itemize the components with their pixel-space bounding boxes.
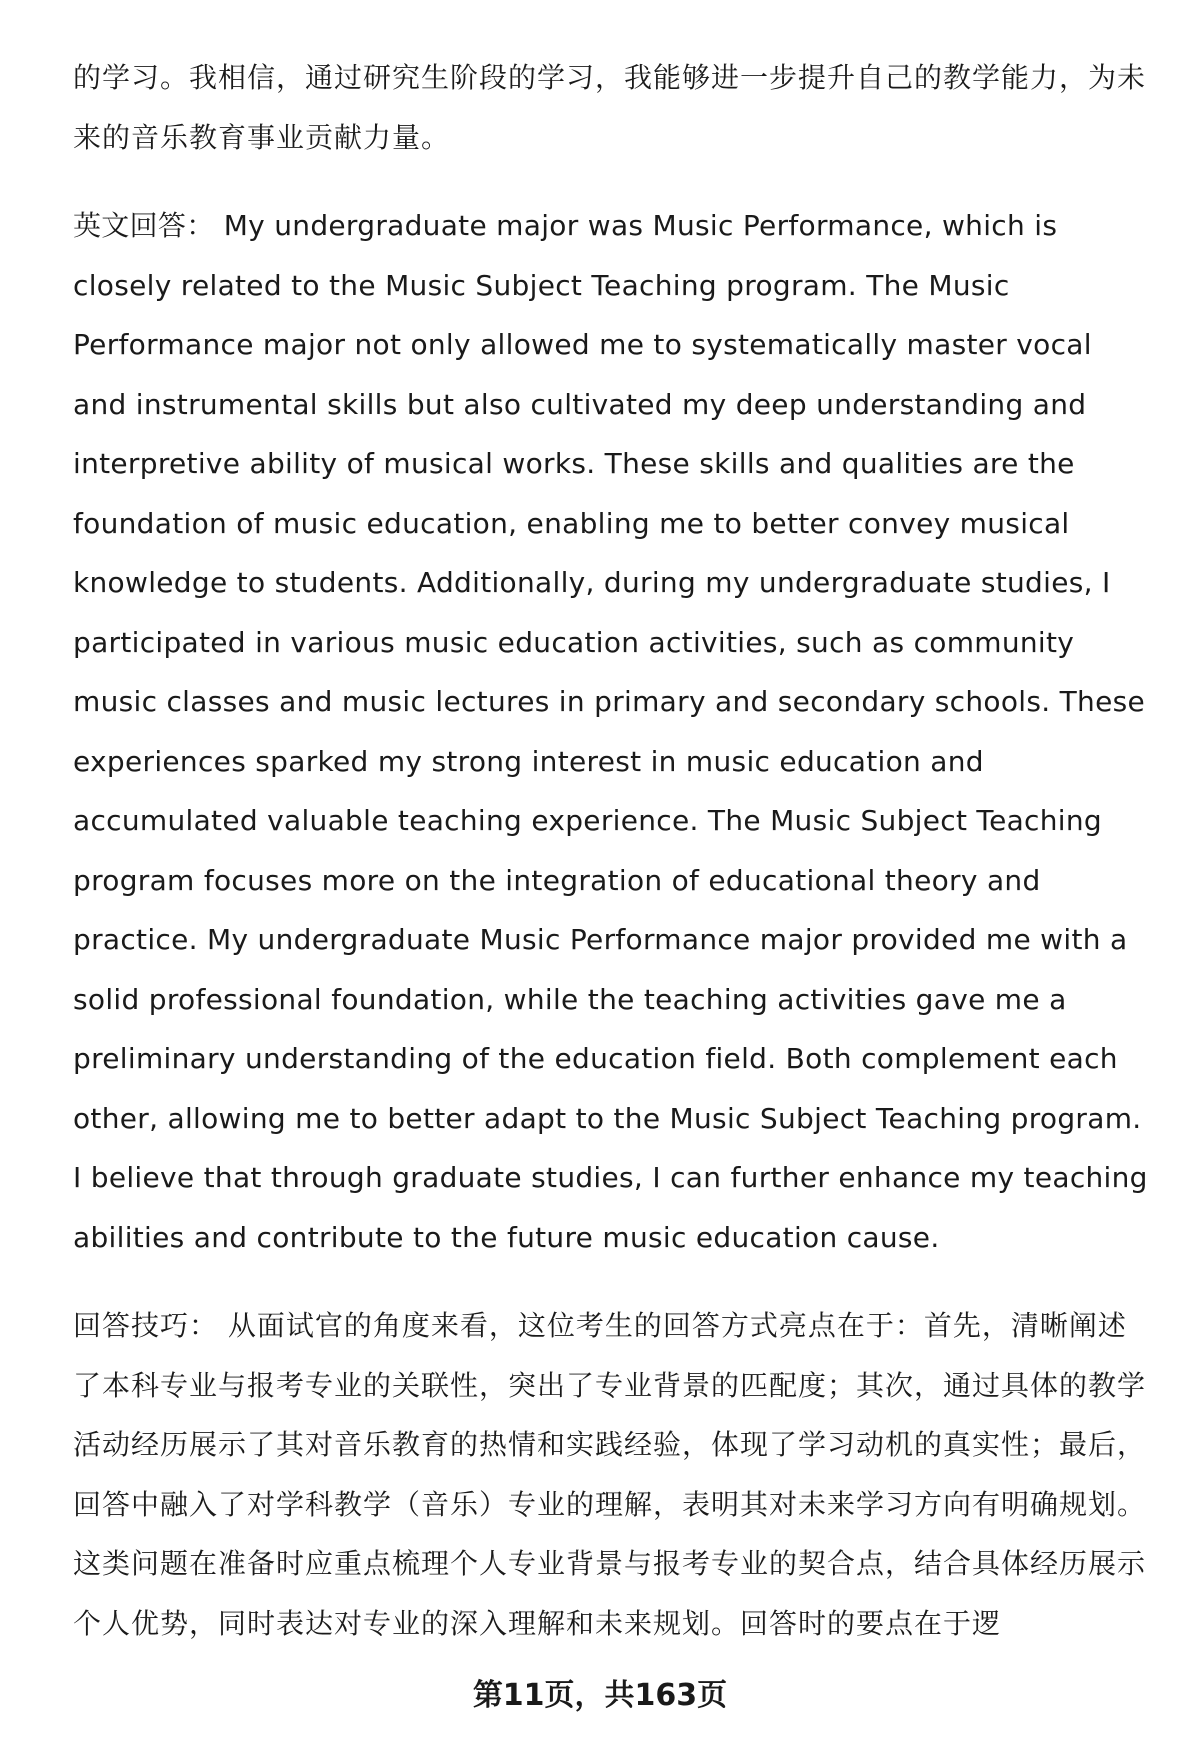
english-answer-paragraph [73, 196, 1148, 1267]
answer-tips-label: 回答技巧： [73, 1309, 219, 1342]
answer-tips-paragraph [73, 1296, 1148, 1653]
english-answer-label: 英文回答： [73, 209, 215, 242]
english-answer-text: My undergraduate major was Music Performance, which is closely related to the Music Subject Teaching program. The Music Performance major not only allowed me to systematically master vocal and instrumental skills but also cultivated my deep understanding and interpretive ability of musical works. These skills and qualities are the foundation of music education, enabling me to better convey musical knowledge to students. Additionally, during my undergraduate studies, I participated in various music education activities, such as community music classes and music lectures in primary and secondary schools. These experiences sparked my strong interest in music education and accumulated valuable teaching experience. The Music Subject Teaching program focuses more on the integration of educational theory and practice. My undergraduate Music Performance major provided me with a solid professional foundation, while the teaching activities gave me a preliminary understanding of the education field. Both complement each other, allowing me to better adapt to the Music Subject Teaching program. I believe that through graduate studies, I can further enhance my teaching abilities and contribute to the future music education cause. [73, 209, 1148, 1254]
document-body [73, 48, 1148, 1653]
answer-tips-text: 从面试官的角度来看，这位考生的回答方式亮点在于：首先，清晰阐述了本科专业与报考专业的关联性，突出了专业背景的匹配度；其次，通过具体的教学活动经历展示了其对音乐教育的热情和实践经验，体现了学习动机的真实性；最后，回答中融入了对学科教学（音乐）专业的理解，表明其对未来学习方向有明确规划。这类问题在准备时应重点梳理个人专业背景与报考专业的契合点，结合具体经历展示个人优势，同时表达对专业的深入理解和未来规划。回答时的要点在于逻 [73, 1309, 1147, 1640]
page-number: 第11页，共163页 [472, 1678, 728, 1713]
continuation-text: 的学习。我相信，通过研究生阶段的学习，我能够进一步提升自己的教学能力，为未来的音乐教育事业贡献力量。 [73, 61, 1147, 154]
continuation-paragraph [73, 48, 1148, 167]
